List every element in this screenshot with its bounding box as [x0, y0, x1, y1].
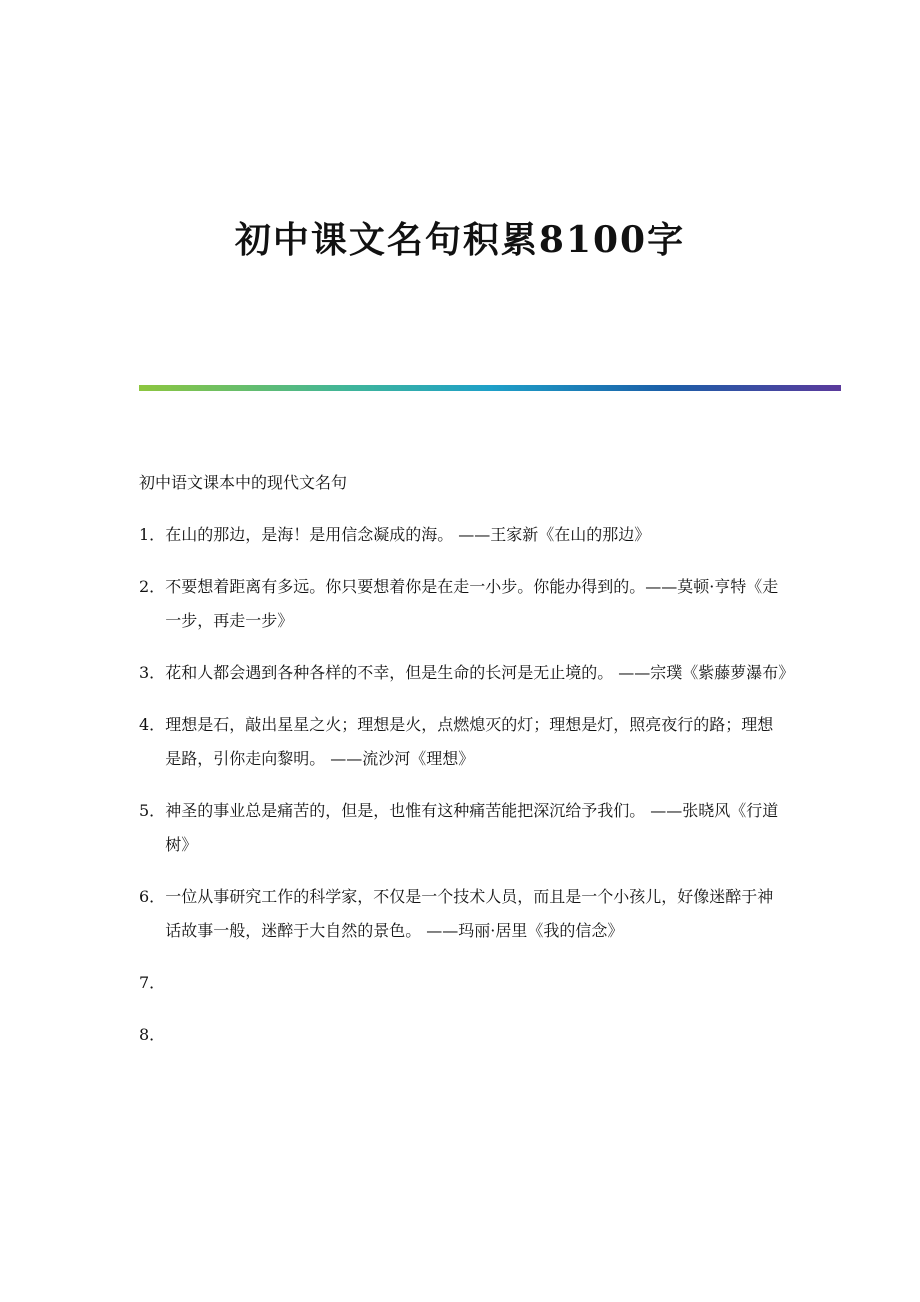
- item-number: 5．: [139, 801, 166, 820]
- item-number: 1．: [139, 525, 166, 544]
- list-item: [139, 1018, 789, 1052]
- item-text: 在山的那边，是海！是用信念凝成的海。 ——王家新《在山的那边》: [165, 525, 651, 544]
- item-text: 一位从事研究工作的科学家，不仅是一个技术人员，而且是一个小孩儿，好像迷醉于神话故事一般，迷醉于大自然的景色。 ——玛丽·居里《我的信念》: [165, 887, 774, 940]
- item-number: 3．: [139, 663, 166, 682]
- document-body: [139, 466, 795, 1070]
- list-item: [139, 966, 789, 1000]
- item-number: 6．: [139, 887, 166, 906]
- section-heading: 初中语文课本中的现代文名句: [139, 473, 348, 492]
- item-text: 不要想着距离有多远。你只要想着你是在走一小步。你能办得到的。——莫顿·亨特《走一步，再走一步》: [165, 577, 779, 630]
- list-item: [139, 518, 789, 552]
- item-text: 花和人都会遇到各种各样的不幸，但是生命的长河是无止境的。 ——宗璞《紫藤萝瀑布》: [165, 663, 795, 682]
- item-number: 4．: [139, 715, 166, 734]
- list-item: [139, 708, 789, 776]
- list-item: [139, 656, 795, 690]
- item-number: 2．: [139, 577, 166, 596]
- list-item: [139, 570, 789, 638]
- item-text: 神圣的事业总是痛苦的，但是，也惟有这种痛苦能把深沉给予我们。 ——张晓风《行道树》: [165, 801, 779, 854]
- item-number: 8．: [139, 1025, 166, 1044]
- item-text: [165, 1018, 789, 1052]
- list-item: [139, 880, 789, 948]
- item-text: 理想是石，敲出星星之火；理想是火，点燃熄灭的灯；理想是灯，照亮夜行的路；理想是路，引你走向黎明。 ——流沙河《理想》: [165, 715, 774, 768]
- document-title: 初中课文名句积累8100字: [234, 219, 686, 261]
- item-text: [165, 966, 789, 1000]
- list-item: [139, 794, 789, 862]
- gradient-divider: [139, 385, 841, 391]
- item-number: 7．: [139, 973, 166, 992]
